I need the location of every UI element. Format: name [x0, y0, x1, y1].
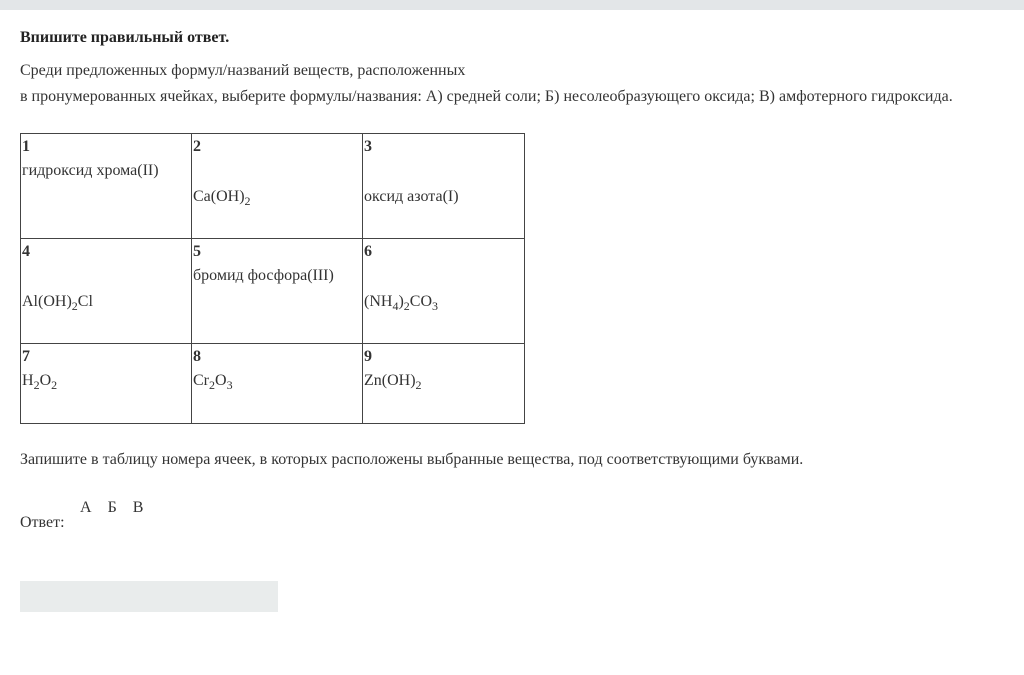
letter-v: В — [132, 499, 144, 516]
substance-text: O — [215, 372, 227, 389]
cell-substance — [22, 289, 191, 315]
substance-text: H — [22, 372, 34, 389]
cell-number: 8 — [193, 348, 201, 365]
substances-table — [20, 133, 525, 424]
substance-text: Ca(OH) — [193, 187, 245, 205]
question — [0, 29, 1024, 612]
top-bar — [0, 0, 1024, 10]
cell-number: 1 — [22, 138, 30, 155]
subscript: 2 — [403, 298, 410, 313]
table-cell — [363, 239, 525, 344]
substance-text: бромид фосфора(III) — [193, 267, 334, 284]
substance-text: гидроксид хрома(II) — [22, 162, 159, 179]
table-cell — [192, 134, 363, 239]
table-cell — [363, 344, 525, 424]
table-cell — [21, 344, 192, 424]
subscript: 3 — [432, 298, 438, 313]
subscript: 2 — [33, 378, 40, 392]
cell-number: 2 — [193, 138, 201, 155]
table-cell — [192, 239, 363, 344]
cell-number: 6 — [364, 243, 372, 260]
question-title: Впишите правильный ответ. — [20, 29, 230, 46]
substance-text: CO — [409, 292, 432, 310]
substance-text: Cr — [193, 372, 209, 389]
cell-number: 4 — [22, 243, 30, 260]
substance-text: Cl — [77, 292, 93, 310]
letter-a: А — [80, 499, 92, 516]
table-cell — [192, 344, 363, 424]
table-cell — [363, 134, 525, 239]
subscript: 2 — [415, 378, 422, 392]
answer-input[interactable] — [20, 581, 278, 612]
question-prompt: Среди предложенных формул/названий веществ, расположенных в пронумерованных ячейках, выберите формулы/названия: А) средней соли; Б) несолеобразующего оксида; В) амфотерного гидроксида. — [20, 62, 953, 105]
subscript: 2 — [51, 378, 58, 392]
cell-number: 7 — [22, 348, 30, 365]
substance-text: O — [39, 372, 52, 389]
cell-substance — [364, 289, 524, 315]
cell-substance — [22, 158, 191, 184]
cell-number: 5 — [193, 243, 201, 260]
answer-area — [20, 499, 1000, 539]
substance-text: оксид азота(I) — [364, 187, 459, 205]
cell-substance — [193, 368, 362, 394]
cell-substance — [22, 368, 191, 394]
subscript: 3 — [226, 378, 233, 392]
subscript: 4 — [392, 298, 399, 313]
cell-number: 3 — [364, 138, 372, 155]
cell-substance — [193, 184, 362, 210]
subscript: 2 — [209, 378, 215, 392]
substance-text: Al(OH) — [22, 292, 72, 310]
cell-substance — [193, 263, 362, 289]
cell-number: 9 — [364, 348, 372, 365]
subscript: 2 — [244, 193, 251, 208]
substance-text: ) — [398, 292, 404, 310]
answer-label: Ответ: — [20, 514, 65, 531]
cell-substance — [364, 184, 524, 210]
substance-text: (NH — [364, 292, 393, 310]
instruction: Запишите в таблицу номера ячеек, в которых расположены выбранные вещества, под соответствующими буквами. — [20, 451, 804, 468]
answer-letters — [80, 499, 159, 517]
table-cell — [21, 239, 192, 344]
table-cell — [21, 134, 192, 239]
cell-substance — [364, 368, 524, 394]
substance-text: Zn(OH) — [364, 372, 416, 389]
subscript: 2 — [71, 298, 78, 313]
letter-b: Б — [107, 499, 117, 516]
